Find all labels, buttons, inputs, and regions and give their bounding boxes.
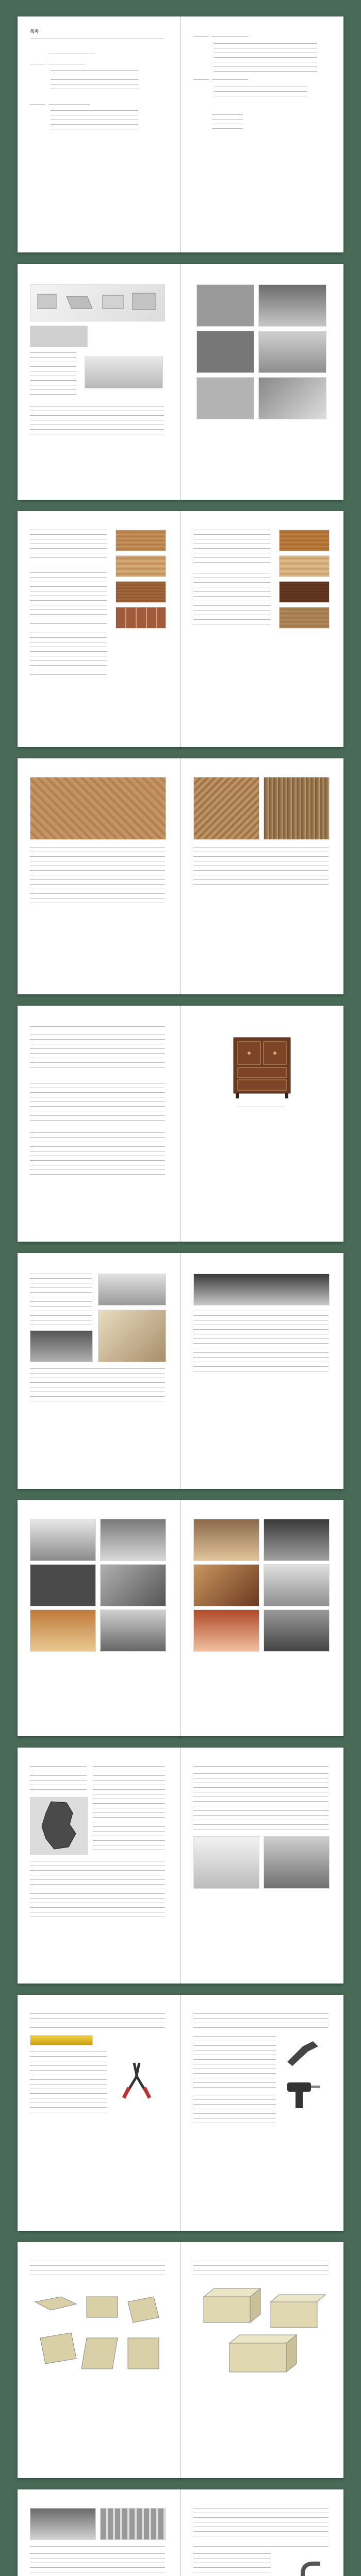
toc-chapter-number — [193, 36, 209, 38]
toc-chapter — [212, 79, 248, 81]
chest-illustration — [228, 1033, 296, 1100]
page-8-right — [181, 1748, 343, 1984]
page-5-left — [18, 1006, 180, 1242]
body-text — [30, 1083, 165, 1124]
spread-contents — [18, 16, 343, 252]
photo-drill — [282, 2077, 323, 2113]
photo-tool — [282, 2036, 323, 2067]
body-text — [193, 2508, 329, 2539]
body-text — [30, 568, 107, 624]
photo-faucet — [277, 2553, 329, 2576]
pliers-illustration — [113, 2057, 160, 2103]
photo-room — [100, 1519, 166, 1561]
drill-illustration — [282, 2077, 323, 2113]
photo-room — [193, 1519, 259, 1561]
body-text — [193, 847, 329, 888]
photo-chest-of-drawers — [228, 1033, 296, 1100]
toc-section-list — [214, 43, 317, 73]
body-text — [30, 2261, 165, 2276]
page-4-right — [181, 758, 343, 994]
photo-kitchen-wide — [193, 1274, 330, 1306]
page-9-right — [181, 1995, 343, 2231]
toc-title: 목차 — [30, 29, 39, 34]
page-3-right — [181, 511, 343, 747]
toc-section-list — [51, 70, 138, 91]
body-text — [30, 1274, 92, 1325]
photo-wood-sample — [279, 581, 330, 603]
body-text — [193, 1311, 329, 1372]
photo-level-tool — [30, 2035, 93, 2045]
photo-room — [193, 1564, 259, 1606]
photo-cabinet — [258, 377, 326, 419]
spread-3 — [18, 511, 343, 747]
photo-wood-sample — [116, 555, 166, 577]
body-text — [193, 2261, 329, 2276]
body-text — [193, 2036, 276, 2088]
page-7-right — [181, 1500, 343, 1736]
spread-10 — [18, 2242, 343, 2478]
body-text — [30, 1766, 87, 1792]
photo-wood-sample — [279, 607, 330, 629]
toc-divider — [30, 38, 164, 39]
photo-room — [30, 1564, 96, 1606]
page-4-left — [18, 758, 180, 994]
body-text — [93, 1766, 165, 1854]
tool-illustration — [282, 2036, 323, 2067]
photo-interior — [30, 1330, 93, 1362]
photo-room — [30, 1519, 96, 1561]
photo-room — [264, 1564, 330, 1606]
toc-appendix — [212, 114, 243, 130]
section-heading — [30, 2546, 165, 2548]
diagram-joints — [30, 2281, 165, 2379]
page-2-right — [181, 264, 343, 500]
section-heading — [193, 1766, 329, 1768]
joint-diagrams — [30, 2281, 165, 2379]
body-text — [30, 2013, 165, 2029]
faucet-illustration — [277, 2553, 329, 2576]
toc-chapter-number — [193, 79, 209, 81]
toc-chapter — [48, 64, 85, 65]
body-text — [30, 352, 76, 399]
page-11-left — [18, 2489, 180, 2576]
photo-range-hood — [85, 357, 163, 388]
toc-entry — [48, 54, 95, 55]
photo-wood-sample — [116, 530, 166, 551]
page-contents-left — [18, 16, 180, 252]
toc-chapter-number — [30, 104, 45, 106]
body-text — [193, 573, 271, 624]
photo-kitchen — [193, 1836, 259, 1889]
photo-interior — [98, 1274, 166, 1306]
page-2-left — [18, 264, 180, 500]
page-5-right — [181, 1006, 343, 1242]
photo-cabinet — [196, 377, 254, 419]
photo-wood-pattern — [30, 777, 166, 840]
body-text — [30, 1035, 165, 1071]
photo-brick-sample — [116, 607, 166, 629]
page-11-right — [181, 2489, 343, 2576]
photo-wood-sample — [279, 555, 330, 577]
body-text — [30, 847, 165, 904]
photo-room — [264, 1519, 330, 1561]
toc-chapter — [212, 36, 248, 38]
body-text — [30, 1132, 165, 1179]
photo-wood-sample — [116, 581, 166, 603]
toc-section-list — [214, 87, 307, 98]
page-10-right — [181, 2242, 343, 2478]
photo-appliance — [258, 331, 326, 373]
photo-caption — [238, 1107, 284, 1108]
photo-kitchen — [264, 1836, 330, 1889]
spread-9 — [18, 1995, 343, 2231]
body-text — [193, 2013, 329, 2029]
page-6-left — [18, 1253, 180, 1489]
toc-chapter — [48, 104, 90, 106]
spread-6 — [18, 1253, 343, 1489]
box-diagrams — [30, 285, 165, 321]
spread-5 — [18, 1006, 343, 1242]
spread-8 — [18, 1748, 343, 1984]
photo-room — [193, 1609, 259, 1652]
photo-catalog — [98, 1310, 166, 1362]
toc-chapter-number — [30, 64, 45, 65]
body-text — [193, 2553, 271, 2576]
photo-room — [100, 1564, 166, 1606]
spread-2 — [18, 264, 343, 500]
illustration-boxes — [30, 284, 165, 321]
photo-traditional-door — [264, 777, 330, 840]
page-6-right — [181, 1253, 343, 1489]
page-10-left — [18, 2242, 180, 2478]
body-text — [193, 530, 271, 566]
photo-room — [30, 1609, 96, 1652]
photo-pliers — [113, 2057, 160, 2103]
body-text — [30, 1861, 165, 1918]
page-contents-right — [181, 16, 343, 252]
page-9-left — [18, 1995, 180, 2231]
spread-7 — [18, 1500, 343, 1736]
body-text — [30, 2052, 107, 2113]
photo-shelf — [100, 2508, 166, 2540]
photo-room — [264, 1609, 330, 1652]
body-text — [30, 530, 107, 561]
photo-shelf — [30, 2508, 96, 2540]
box-diagrams-3d — [193, 2281, 329, 2379]
spread-4 — [18, 758, 343, 994]
page-8-left — [18, 1748, 180, 1984]
body-text — [30, 406, 164, 437]
photo-hood — [30, 326, 88, 347]
toc-section-list — [51, 110, 138, 131]
body-text — [193, 1773, 329, 1830]
photo-sink — [196, 331, 254, 373]
spread-11 — [18, 2489, 343, 2576]
photo-kitchen — [258, 284, 326, 327]
body-text — [30, 633, 107, 679]
body-text — [30, 2553, 165, 2576]
section-heading — [193, 2546, 329, 2548]
body-text — [193, 2095, 276, 2126]
photo-wood-sample — [279, 530, 330, 551]
body-text — [30, 1368, 165, 1404]
diagram-boxes — [193, 2281, 329, 2379]
page-7-left — [18, 1500, 180, 1736]
photo-traditional-door — [193, 777, 259, 840]
photo-room — [100, 1609, 166, 1652]
section-heading — [30, 1026, 165, 1028]
map-germany — [30, 1797, 88, 1855]
photo-kitchen — [196, 284, 254, 327]
page-3-left — [18, 511, 180, 747]
map-illustration — [30, 1798, 87, 1854]
